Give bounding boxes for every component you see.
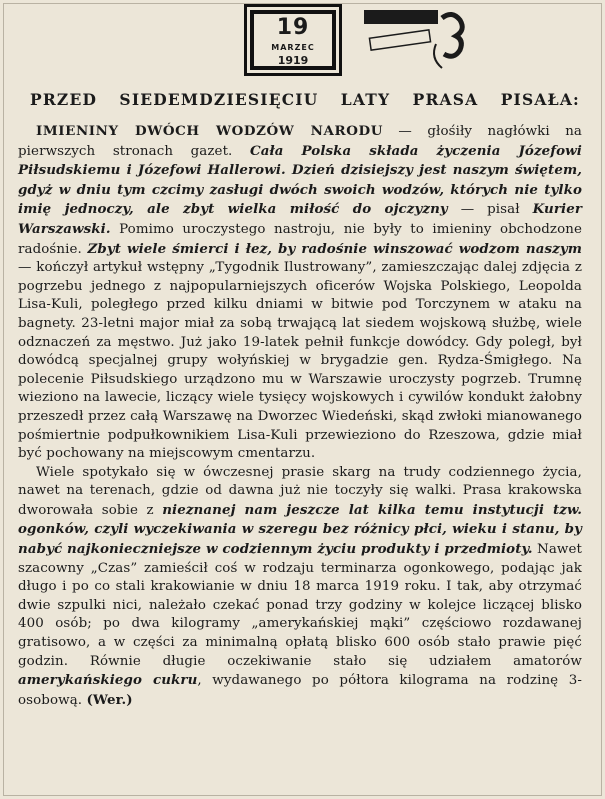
text-run: Nawet szacowny „Czas” zamieścił coś w rodzaju terminarza ogonkowego, podając jak długo i po co stali krakowianie w dniu 18 marca 1919 roku. I tak, aby otrzymać dwie szpulki nici, należało czekać ponad trzy godziny w kolejce liczącej blisko 400 osób; po dwa kilogramy „amerykańskiej mąki” częściowo rozdawanej gratisowo, a w części za minimalną opłatą blisko 600 osób stało prawie pięć godzin. Równie długie oczekiwanie stało się udziałem amatorów xyxy=(18,542,582,669)
text-run: IMIENINY DWÓCH WODZÓW NARODU xyxy=(36,123,383,139)
text-run: (Wer.) xyxy=(86,691,133,708)
heading-word: LATY xyxy=(340,90,391,109)
heading-word: PISAŁA: xyxy=(500,90,580,109)
section-heading xyxy=(30,90,580,109)
text-run: Wiele spotykało się w ówczesnej prasie skarg na trudy codziennego życia, nawet na terenach, gdzie od dawna już nie toczyły się walki. Prasa krakowska dworowała sobie z xyxy=(18,464,582,518)
text-run: Zbyt wiele śmierci i łez, by radośnie winszować wodzom naszym xyxy=(87,240,583,257)
date-box xyxy=(244,4,342,76)
text-run: amerykańskiego cukru xyxy=(18,672,198,689)
text-run: Cała Polska składa życzenia Józefowi Piłsudskiemu i Józefowi Hallerowi. Dzień dzisiejszy jest naszym świętem, gdyż w dniu tym czcimy zasługi dwóch swoich wodzów, których nie tylko imię jednoczy, ale zbyt wielka miłość do ojczyzny xyxy=(18,142,582,218)
text-run: Kurier Warszawski. xyxy=(18,201,582,237)
text-run: — kończył artykuł wstępny „Tygodnik Ilustrowany”, zamieszczając dalej zdjęcia z pogrzebu jednego z najpopularniejszych oficerów Wojska Polskiego, Leopolda Lisa-Kuli, poległego przed kilku dniami w bitwie pod Torczynem w ataku na bagnety. 23-letni major miał za sobą trwającą lat siedem wojskową służbę, wiele odznaczeń za męstwo. Już jako 19-latek pełnił funkcje dowódcy. Gdy poległ, był dowódcą specjalnej grupy wołyńskiej w brygadzie gen. Rydza-Śmigłego. Na polecenie Piłsudskiego urządzono mu w Warszawie uroczysty pogrzeb. Trumnę wieziono na lawecie, liczący wiele tysięcy wojskowych i cywilów kondukt żałobny przeszedł przez całą Warszawę na Dworzec Wiedeński, skąd zwłoki mianowanego pośmiertnie podpułkownikiem Lisa-Kuli przewieziono do Rzeszowa, gdzie miał być pochowany na miejscowym cmentarzu. xyxy=(18,260,582,462)
heading-word: SIEDEMDZIESIĘCIU xyxy=(119,90,319,109)
date-month: MARZEC xyxy=(271,43,315,52)
article-paragraph-2 xyxy=(18,464,582,711)
article-paragraph-1 xyxy=(18,122,582,464)
text-run: , wydawanego po półtora kilograma na rodzinę 3-osobową. xyxy=(18,673,582,708)
article-body xyxy=(18,122,582,710)
heading-word: PRZED xyxy=(30,90,98,109)
text-run: nieznanej nam jeszcze lat kilka temu instytucji tzw. ogonków, czyli wyczekiwania w szeregu bez różnicy płci, wieku i stanu, by nabyć najkonieczniejsze w codziennym życiu produkty i przedmioty. xyxy=(18,501,582,558)
column-logo xyxy=(362,4,470,74)
date-year: 1919 xyxy=(277,54,309,67)
heading-word: PRASA xyxy=(412,90,479,109)
mouse-logo-icon xyxy=(362,4,470,74)
text-run: — pisał xyxy=(447,202,533,218)
text-run: — głośiły nagłówki na pierwszych stronach gazet. xyxy=(18,124,582,159)
date-day: 19 xyxy=(276,15,310,40)
text-run: Pomimo uroczystego nastroju, nie były to imieniny obchodzone radośnie. xyxy=(18,221,582,257)
